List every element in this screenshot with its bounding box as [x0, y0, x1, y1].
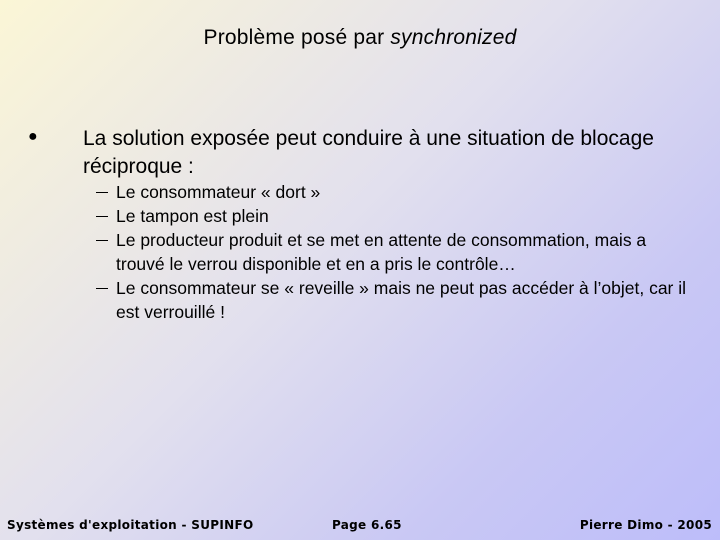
bullet-text: La solution exposée peut conduire à une situation de blocage réciproque :	[83, 127, 654, 178]
sub-bullet-3: Le producteur produit et se met en attente de consommation, mais a trouvé le verrou disponible et en a pris le contrôle…	[116, 230, 647, 274]
footer-course: Systèmes d'exploitation - SUPINFO	[7, 518, 254, 532]
footer-author: Pierre Dimo - 2005	[579, 518, 712, 532]
dash-icon	[96, 288, 108, 289]
sub-bullet-4: Le consommateur se « reveille » mais ne peut pas accéder à l’objet, car il est verrouillé !	[116, 278, 687, 322]
title-text: Problème posé par	[203, 26, 391, 49]
dash-icon	[96, 192, 108, 193]
dash-icon	[96, 240, 108, 241]
sub-bullet-1: Le consommateur « dort »	[116, 182, 321, 202]
title-keyword: synchronized	[390, 26, 517, 49]
dash-icon	[96, 216, 108, 217]
footer-page-number: Page 6.65	[332, 518, 402, 532]
sub-bullet-2: Le tampon est plein	[116, 206, 269, 226]
bullet-dot-icon: ●	[28, 128, 38, 145]
